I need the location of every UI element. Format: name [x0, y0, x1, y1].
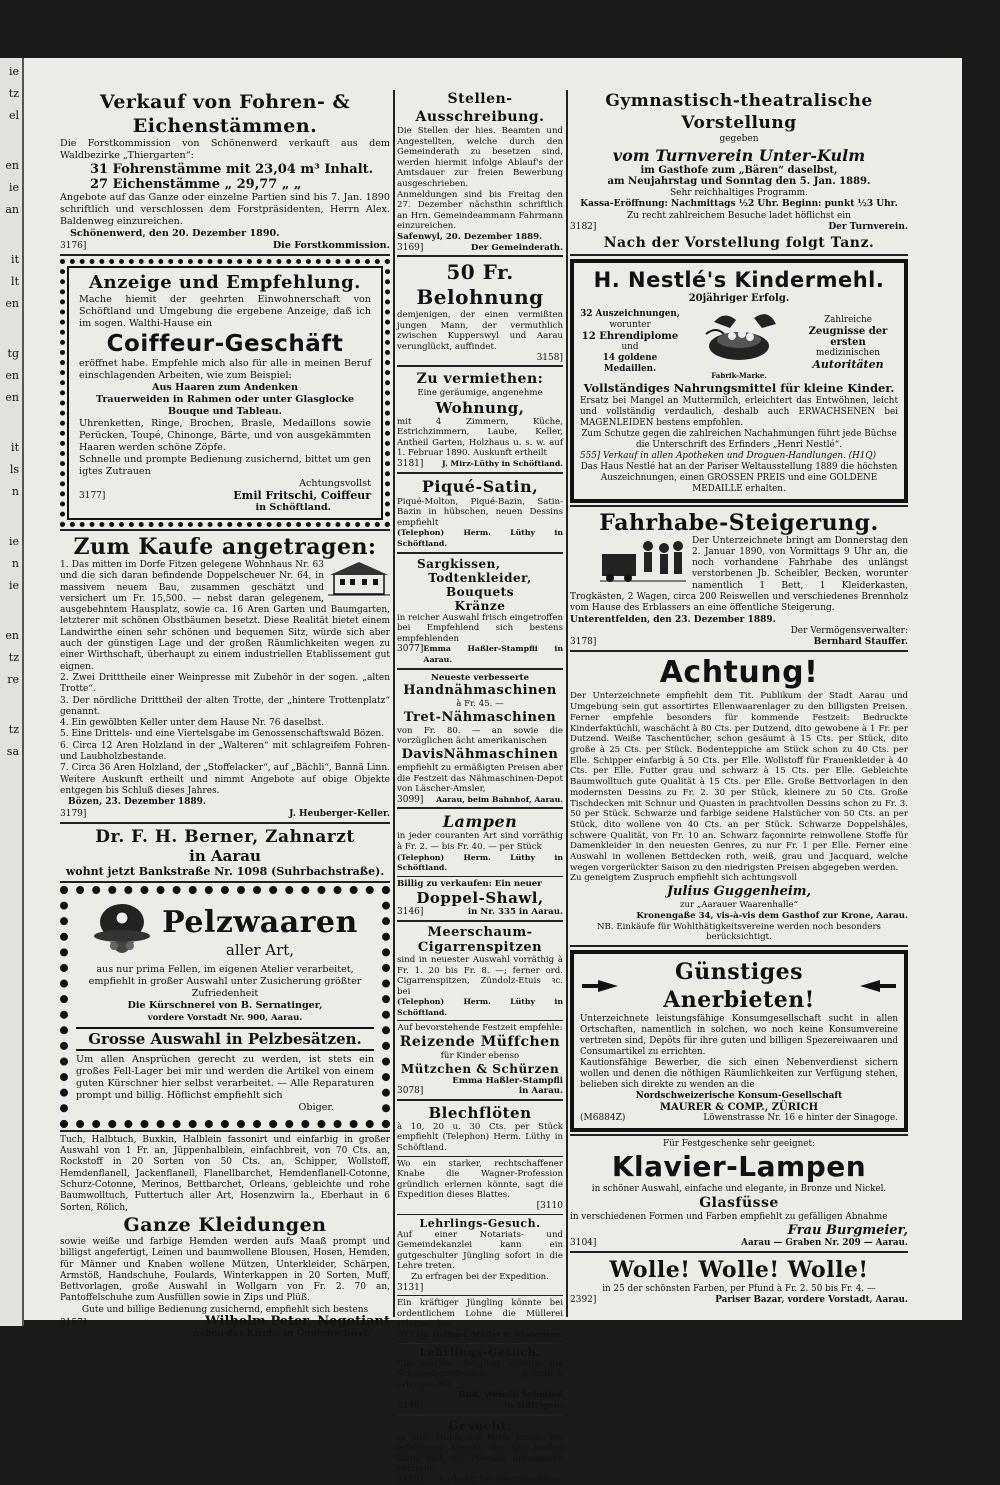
ad-line: Kränze [397, 599, 563, 613]
ad-address: Kronengaße 34, vis-à-vis dem Gasthof zur Krone, Aarau. [570, 911, 908, 922]
ad-subtitle: Eine geräumige, angenehme [397, 388, 563, 399]
ad-number: 3179] [60, 809, 86, 820]
ad-address: Löwenstrasse Nr. 16 e hinter der Sinagoge. [703, 1113, 898, 1124]
ad-line: Zu recht zahlreichem Besuche ladet höflichst ein [570, 211, 908, 223]
ad-body: Unterzeichnete leistungsfähige Konsumgesellschaft sucht in allen Ortschaften, namentlich in solchen, wo noch keine Konsumvereine vertreten sind, Depôts für ihre guten und billigen Spezereiwaaren und Consumartikel zu errichten. [580, 1014, 898, 1058]
divider [60, 1130, 390, 1132]
ad-footer: Nach der Vorstellung folgt Tanz. [570, 234, 908, 252]
column-right [570, 90, 908, 1317]
ad-number: 3169] [397, 243, 423, 254]
ad-title: Anzeige und Empfehlung. [79, 272, 371, 294]
strip-fragment: ie [0, 578, 22, 594]
ad-body: Zum Schutze gegen die zahlreichen Nachahmungen führt jede Büchse die Unterschrift des Erfinders „Henri Nestlé“. [580, 429, 898, 451]
ad-headline: Vollständiges Nahrungsmittel für kleine Kinder. [580, 381, 898, 396]
ad-lamps [397, 812, 563, 873]
divider [397, 876, 563, 877]
ad-signature-place: in Aarau. [519, 1086, 563, 1097]
divider [397, 668, 563, 670]
ad-headline: vom Turnverein Unter-Kulm [570, 146, 908, 165]
ad-trademark: Fabrik-Marke. [696, 370, 782, 381]
divider [397, 1214, 563, 1215]
ad-body: demjenigen, der einen vermißten jungen Mann, der vermuthlich zwischen Kupperswyl und Aarau verunglückt, auffindet. [397, 310, 563, 352]
ad-title: Klavier-Lampen [570, 1150, 908, 1184]
ad-signature: Wilhelm Peter, Negotiant [205, 1316, 390, 1327]
ad-title: DavisNähmaschinen [397, 747, 563, 763]
ad-consumer-society [570, 950, 908, 1132]
ad-title: Tret-Nähmaschinen [397, 710, 563, 726]
ad-number: 3176] [60, 240, 86, 252]
strip-fragment: tz [0, 650, 22, 666]
ad-body: Das Haus Nestlé hat an der Pariser Weltausstellung 1889 die höchsten Auszeichnungen, einen GROSSEN PREIS und eine GOLDENE MEDAILLE erhalten. [580, 462, 898, 495]
ad-title: Lehrlings-Gesuch. [397, 1346, 563, 1359]
ad-body: mit 4 Zimmern, Küche, Estrichzimmern, Laube, Keller, Antheil Garten, Holzhaus u. s. w. auf 1. Februar 1890. Auskunft ertheilt [397, 417, 563, 459]
ad-body: Ersatz bei Mangel an Muttermilch, erleichtert das Entwöhnen, leicht und vollständig verdaulich, deshalb auch ERWACHSENEN bei MAGENLEIDEN bestens empfohlen. [580, 396, 898, 429]
sale-item: 5. Eine Drittels- und eine Viertelsgabe im Genossenschaftswald Bözen. [60, 729, 390, 740]
ad-signature: Emma Haßler-Stampfli [397, 1076, 563, 1087]
strip-fragment: tg [0, 346, 22, 362]
ad-body: Um allen Ansprüchen gerecht zu werden, ist stets ein großes Fell-Lager bei mir und werden die Artikel von einem guten Kürschner hier selbst verarbeitet. — Alle Reparaturen prompt und billig. Höflichst empfiehlt sich [76, 1054, 374, 1102]
ad-number: [3110 [397, 1201, 563, 1212]
column-left [60, 90, 390, 1317]
ad-title: Lehrlings-Gesuch. [397, 1217, 563, 1230]
ad-body: empfiehlt zu ermäßigten Preisen aber die Festzeit das Nähmaschinen-Depot von Läscher-Amsler, [397, 763, 563, 795]
ad-title: Fahrhabe-Steigerung. [570, 510, 908, 536]
ad-place-date: Unterentfelden, den 23. Dezember 1889. [570, 615, 908, 626]
auction-illustration [600, 536, 686, 582]
ad-address: vordere Vorstadt Nr. 900, Aarau. [76, 1012, 374, 1024]
ad-body: In eine Mühle auf Mitte Januar ein erfahrener Knecht, der gut mellen kann und mit Pferden umzugehen versteht. [397, 1433, 563, 1475]
ad-number: 2392] [570, 1295, 596, 1306]
strip-fragment: an [0, 202, 22, 218]
ad-signature: in Nr. 335 in Aarau. [468, 907, 563, 918]
ad-signature: Julius Guggenheim, [570, 884, 908, 900]
ad-body: Zu erfragen bei der Expedition. [397, 1272, 563, 1283]
ad-body: in schöner Auswahl, einfache und elegante, in Bronze und Nickel. [570, 1184, 908, 1195]
column-rule [393, 90, 395, 1317]
ad-headline: Coiffeur-Geschäft [79, 330, 371, 358]
divider [397, 255, 563, 257]
ad-body: in 25 der schönsten Farben, per Pfund à Fr. 2. 50 bis Fr. 4. — [570, 1284, 908, 1295]
ad-body: in verschiedenen Formen und Farben empfiehlt zu gefälligen Abnahme [570, 1212, 908, 1223]
divider [397, 1156, 563, 1157]
ad-body: Mache hiemit der geehrten Einwohnerschaft von Schöftland und Umgebung die ergebene Anzeige, daß ich im sogen. Walthi-Hause ein [79, 294, 371, 330]
sale-item: 2. Zwei Dritttheile einer Weinpresse mit Zubehör in der sogen. „alten Trotte“. [60, 673, 390, 696]
sale-item: 3. Der nördliche Dritttheil der alten Trotte, der „hintere Trottenplatz“ genannt. [60, 696, 390, 719]
ad-number: 3077] [397, 644, 423, 665]
ad-title: Günstiges Anerbieten! [620, 958, 858, 1014]
sale-item: 6. Circa 12 Aren Holzland in der „Walteren“ mit schlagreifem Fohren- und Laubholzbestande. [60, 741, 390, 764]
ad-wool [570, 1256, 908, 1306]
ad-subtitle: gegeben [570, 134, 908, 146]
ad-number: 3131] [397, 1283, 563, 1294]
ad-line: 27 Eichenstämme „ 29,77 „ „ [60, 177, 390, 192]
ad-title: 50 Fr. Belohnung [397, 260, 563, 310]
house-illustration [328, 560, 390, 596]
divider [397, 1414, 563, 1416]
sale-item: 7. Circa 36 Aren Holzland, der „Stoffelacker“, auf „Bächli“, Bannä Linn. Weitere Auskunft ertheilt und nimmt Angebote auf obige Objekte entgegen bis Schluß dieses Jahres. [60, 763, 390, 797]
ad-title: Wolle! Wolle! Wolle! [570, 1256, 908, 1284]
ad-title: Reizende Müffchen [397, 1034, 563, 1051]
ad-line: Todtenkleider, [397, 571, 563, 585]
ad-line: Zeugnisse der ersten [798, 326, 898, 348]
ad-for-sale [60, 534, 390, 820]
ad-signature: Aarau, beim Bahnhof, Aarau. [436, 795, 563, 806]
ad-body: für Kinder ebenso [397, 1051, 563, 1062]
ad-body: Angebote auf das Ganze oder einzelne Partien sind bis 7. Jan. 1890 schriftlich und verschlossen dem Forstpräsidenten, Herrn Alex. Baldenweg einzureichen. [60, 192, 390, 228]
strip-fragment: ie [0, 180, 22, 196]
ad-banner: Grosse Auswahl in Pelzbesätzen. [76, 1027, 374, 1051]
ad-number: 3178] [570, 637, 596, 648]
ad-body: Zu geneigtem Zuspruch empfiehlt sich achtungsvoll [570, 873, 908, 884]
strip-fragment: en [0, 158, 22, 174]
sale-item: 4. Ein gewölbten Keller unter dem Hause Nr. 76 daselbst. [60, 718, 390, 729]
ad-signature: J. Holliger, Müller in Niederlenz. [424, 1330, 563, 1341]
divider [60, 822, 390, 824]
ad-body: in jeder couranten Art sind vorräthig à Fr. 2. — bis Fr. 40. — per Stück [397, 831, 563, 852]
ad-pique [397, 477, 563, 550]
ad-apartment [397, 370, 563, 470]
ad-body: Tuch, Halbtuch, Buxkin, Halblein fassonirt und einfarbig in großer Auswahl von 1 Fr. an, Jüppenhalblein, einfachbreit, von 70 Cts. an, Rockstoff in 20 Sorten von 50 Cts. an, Schipper, Wollstoff, Hemdenflanell, Jackenflanell, Flanellbarchet, Hemdenflanell-Cotonne, Schurz-Cotonne, Merinos, Bettbarchet, Orleans, gebleichte und rohe Baumwolltuch, Futtertuch aller Art, Hosenzwirn la., Eberhaut in 6 Sorten, Rölich, [60, 1135, 390, 1214]
sale-item: 1. Das mitten im Dorfe Fitzen gelegene Wohnhaus Nr. 63 und die sich daran befindende Doppelscheuer Nr. 64, in massivem neuem Bau, zusammen geschätzt und versichert um Fr. 15,500. — nebst daran gelegenem, ausgebehntem Hausplatz, sowie ca. 16 Aren Garten und Baumgarten, letzterer mit schönen Obstbäumen besetzt. Diese Realität bietet einem Landwirthe einen sehr schönen und bequemen Sitz, würde sich aber auch der günstigen Lage und der großen Räumlichkeiten wegen zu einer Wirthschaft, überhaupt zu einem industriellen Etablissement gut eignen. [60, 560, 390, 673]
ad-body: Wo ein starker, rechtschaffener Knabe die Wagner-Profession gründlich erlernen könnte, sagt die Expedition dieses Blattes. [397, 1159, 563, 1201]
ad-title: Verkauf von Fohren- & Eichenstämmen. [60, 90, 390, 138]
ad-title: Handnähmaschinen [397, 683, 563, 699]
ad-signature: Der Turnverein. [828, 222, 908, 234]
ad-number: 3148] [397, 1401, 423, 1412]
ad-muffs [397, 1023, 563, 1096]
ad-line: Aus Haaren zum Andenken [79, 382, 371, 394]
ad-title: Stellen-Ausschreibung. [397, 90, 563, 126]
ad-title: Lampen [397, 812, 563, 831]
ad-body: Gute und billige Bedienung zusichernd, empfiehlt sich bestens [60, 1305, 390, 1316]
strip-fragment: lt [0, 274, 22, 290]
ad-body: sowie weiße und farbige Hemden werden aufs Maaß prompt und billigst angefertigt, Leinen und baumwollene Blousen, Hosen, Hemden, für Männer und Knaben wollene Mützen, Unterkleider, Schärpen, Armstöß, Handschuhe, Foulards, Winterkappen in 20 Sorten, Muff, Bettvorlagen, große Auswahl in Wollgarn von Fr. 2. 70 an, Pantoffelschuhe zum Ausfüllen sowie in Zips und Plüß. [60, 1237, 390, 1305]
divider [397, 920, 563, 922]
ad-body: Anmeldungen sind bis Freitag den 27. Dezember nächsthin schriftlich an Hrn. Gemeindeammann Fahrmann einzureichen. [397, 190, 563, 232]
ad-title: Piqué-Satin, [397, 477, 563, 497]
ad-body: Die Forstkommission von Schönenwerd verkauft aus dem Waldbezirke „Thiergarten“: [60, 138, 390, 162]
ad-auction [570, 510, 908, 649]
ad-pretitle: Für Festgeschenke sehr geeignet: [570, 1139, 908, 1150]
ad-title: Meerschaum- [397, 925, 563, 940]
ad-line: worunter [580, 320, 680, 331]
ad-body: sind in neuester Auswahl vorräthig à Fr. 1. 20 bis Fr. 8. —; ferner ord. Cigarrenspitzen, Zündolz-Etuis ꝛc. bei [397, 955, 563, 997]
divider [397, 1343, 563, 1344]
ad-signature: Frau Burgmeier, [570, 1223, 908, 1238]
ad-body: in reicher Auswahl frisch eingetroffen bei Empfehlend sich bestens empfehlenden [397, 613, 563, 645]
ad-signature: Pariser Bazar, vordere Vorstadt, Aarau. [715, 1295, 908, 1306]
divider [397, 365, 563, 367]
ad-signature-place: in Schöftland. [79, 502, 371, 514]
ad-line: und [580, 342, 680, 353]
ad-note: NB. Einkäufe für Wohlthätigkeitsvereine werden noch besonders berücksichtigt. [570, 922, 908, 943]
ad-number: 3099] [397, 795, 423, 806]
ad-title: Zum Kaufe angetragen: [60, 534, 390, 560]
ad-firm: MAURER & COMP., ZÜRICH [580, 1102, 898, 1113]
ad-apprentice-wagner [397, 1159, 563, 1212]
previous-page-strip [0, 58, 24, 1326]
ad-body: Ein starker Jüngling könnte die Schmiedeprofession gründlich erlernen bei [397, 1359, 563, 1391]
ad-title: Dr. F. H. Berner, Zahnarzt [60, 827, 390, 847]
divider [570, 505, 908, 507]
strip-fragment: ls [0, 462, 22, 478]
ad-number: 3182] [570, 222, 596, 234]
ad-body: Der Unterzeichnete bringt am Donnerstag den 2. Januar 1890, von Vormittags 9 Uhr an, die noch vorhandene Fahrhabe des unlängst verstorbenen Jb. Scheibler, Becken, worunter namentlich 1 Bett, 1 Kleiderkasten, Trogkästen, 2 Wagen, circa 200 Reiswellen und verschiedenes Brennholz vom Hause des Erblassers an eine öffentliche Steigerung. [570, 536, 908, 615]
strip-fragment: el [0, 108, 22, 124]
ad-title: Pelzwaaren [162, 905, 358, 941]
ad-wanted-farmhand [397, 1419, 563, 1485]
ad-signature: (Telephon) Herm. Lüthy in Schöftland. [397, 997, 563, 1018]
ad-title: Zu vermiethen: [397, 370, 563, 388]
divider [397, 552, 563, 554]
strip-fragment: en [0, 296, 22, 312]
ad-sewing-machines [397, 673, 563, 806]
ad-wood-sale [60, 90, 390, 252]
column-rule [566, 90, 568, 1317]
ad-signature: Emil Fritschi, Coiffeur [233, 490, 371, 502]
divider [570, 254, 908, 256]
ad-apprentice-notary [397, 1217, 563, 1294]
ad-title: Gymnastisch-theatralische Vorstellung [570, 90, 908, 134]
ad-signature: Emma Haßler-Stampfli in Aarau. [423, 644, 563, 665]
strip-fragment: ie [0, 64, 22, 80]
ad-apprentice-miller [397, 1298, 563, 1340]
ad-funeral-goods [397, 557, 563, 666]
ad-line: wohnt jetzt Bankstraße Nr. 1098 (Suhrbachstraße). [60, 865, 390, 879]
divider [60, 529, 390, 531]
bird-nest-logo [696, 304, 782, 381]
ad-signature: Obiger. [76, 1102, 374, 1114]
ad-number: 3146] [397, 907, 423, 918]
column-middle [397, 90, 563, 1317]
ad-line: am Neujahrstag und Sonntag den 5. Jan. 1889. [570, 176, 908, 188]
ad-line: in Aarau [60, 847, 390, 865]
ad-place-date: Bözen, 23. Dezember 1889. [60, 797, 390, 808]
ad-line: Autoritäten [798, 359, 898, 370]
ad-body: 555] Verkauf in allen Apotheken und Droguen-Handlungen. (H1Q) [580, 451, 898, 462]
ad-line: medizinischen [798, 348, 898, 359]
ad-line: 12 Ehrendiplome [580, 331, 680, 342]
ad-number: 3177] [79, 490, 105, 502]
ad-pretitle: Neueste verbesserte [397, 673, 563, 684]
strip-fragment: en [0, 628, 22, 644]
ad-tin-flutes [397, 1104, 563, 1154]
ad-signature: Rud. Wehrli, Schmied [397, 1390, 563, 1401]
ad-number: (M6884Z) [580, 1113, 625, 1124]
ad-subtitle: 20jähriger Erfolg. [580, 293, 898, 304]
ad-title: Ganze Kleidungen [60, 1214, 390, 1237]
ad-line: 14 goldene Medaillen. [580, 353, 680, 375]
ad-place-date: Safenwyl, 20. Dezember 1889. [397, 232, 563, 243]
strip-fragment: it [0, 440, 22, 456]
divider [60, 254, 390, 256]
ad-signature-firm: zur „Aarauer Waarenhalle“ [570, 900, 908, 911]
ad-line: 32 Auszeichnungen, [580, 309, 680, 320]
strip-fragment: n [0, 484, 22, 500]
ad-address: Aarau — Graben Nr. 209 — Aarau. [741, 1238, 908, 1249]
divider [397, 1295, 563, 1296]
ad-number: 3112] [397, 1330, 423, 1341]
ad-line: Sehr reichhaltiges Programm. [570, 188, 908, 200]
fur-hat-illustration [92, 900, 152, 964]
ad-line: Sargkissen, [397, 557, 563, 571]
ad-body: Die Stellen der hies. Beamten und Angestellten, welche durch den Gemeinderath zu besetzen sind, werden hiermit infolge Ablauf's der Amtsdauer zur freien Bewerbung ausgeschrieben. [397, 126, 563, 190]
ad-body: eröffnet habe. Empfehle mich also für alle in meinen Beruf einschlagenden Arbeiten, wie zum Beispiel: [79, 358, 371, 382]
ad-body: Uhrenketten, Ringe, Brochen, Brasle, Medaillons sowie Perücken, Toupé, Chinonge, Bärte, und von ausgekämmten Haaren werden schöne Zöpfe. [79, 418, 371, 454]
pointing-hand-icon [858, 976, 898, 996]
ad-signature: (Telephon) Herm. Lüthy in Schöftland. [397, 528, 563, 549]
ad-line: Kassa-Eröffnung: Nachmittags ½2 Uhr. Beginn: punkt ½3 Uhr. [570, 199, 908, 211]
divider [570, 650, 908, 652]
ad-title: Mützchen & Schürzen [397, 1062, 563, 1076]
strip-fragment: it [0, 252, 22, 268]
strip-fragment: en [0, 368, 22, 384]
ad-body: à 10, 20 u. 30 Cts. per Stück empfiehlt (Telephon) Herm. Lüthy in Schöftland. [397, 1122, 563, 1154]
ad-place-date: Schönenwerd, den 20. Dezember 1890. [60, 228, 390, 240]
ad-number: 3158] [397, 353, 563, 364]
ad-cigar-holders [397, 925, 563, 1019]
ad-line: Zahlreiche [798, 315, 898, 326]
ad-body: Auf einer Notariats- und Gemeindekanzlei kann ein gutgeschulter Jüngling sofort in die Lehre treten. [397, 1230, 563, 1272]
ad-firm: Nordschweizerische Konsum-Gesellschaft [580, 1091, 898, 1102]
ad-dentist [60, 827, 390, 879]
ad-achtung [570, 655, 908, 942]
strip-fragment: n [0, 556, 22, 572]
ad-title: Glasfüsse [570, 1195, 908, 1212]
divider [397, 807, 563, 809]
ad-number: 3104] [570, 1238, 596, 1249]
divider [570, 1251, 908, 1253]
ad-title: Cigarrenspitzen [397, 940, 563, 955]
ad-number: 3181] [397, 459, 423, 470]
ad-signature: Der Gemeinderath. [471, 243, 563, 254]
ad-body: von Fr. 80. — an sowie die vorzüglichen ächt amerikanischen [397, 726, 563, 747]
strip-fragment: re [0, 672, 22, 688]
divider [397, 1099, 563, 1101]
ad-reward [397, 260, 563, 363]
ad-pretitle: Billig zu verkaufen: Ein neuer [397, 879, 563, 890]
ad-price: à Fr. 45. — [397, 699, 563, 710]
ad-signature: J. Mirz-Lüthy in Schöftland. [442, 459, 563, 470]
ad-signature: Die Forstkommission. [273, 240, 390, 252]
ad-line: Trauerweiden in Rahmen oder unter Glasglocke [79, 394, 371, 406]
ad-firm: Die Kürschnerei von B. Sernatinger, [76, 1000, 374, 1012]
strip-fragment: ie [0, 534, 22, 550]
ad-title: Achtung! [570, 655, 908, 691]
ad-line: im Gasthofe zum „Bären“ daselbst, [570, 165, 908, 177]
ad-number: 3159] [397, 1475, 423, 1485]
ad-signature: J. Heuberger-Keller. [289, 809, 390, 820]
ad-headline: Wohnung, [397, 399, 563, 417]
ad-coiffeur [60, 259, 390, 527]
ad-job-posting [397, 90, 563, 253]
ad-pretitle: Auf bevorstehende Festzeit empfehle: [397, 1023, 563, 1034]
ad-closing: Achtungsvollst [79, 478, 371, 490]
ad-furs [60, 886, 390, 1128]
ad-role: Der Vermögensverwalter: [570, 626, 908, 637]
strip-fragment: sa [0, 744, 22, 760]
ad-title: Doppel-Shawl, [397, 889, 563, 907]
ad-title: H. Nestlé's Kindermehl. [580, 267, 898, 293]
ad-title: Gesucht: [397, 1419, 563, 1433]
ad-signature-place: in Hüttigen. [504, 1401, 563, 1412]
ad-body: Ein kräftiger Jüngling könnte bei ordentlichem Lohne die Müllerei erlernen bei [397, 1298, 563, 1330]
ad-signature: (Telephon) Herm. Lüthy in Schöftland. [397, 853, 563, 874]
ad-signature: Auskunft bei der Expedition. [438, 1475, 563, 1485]
ad-gymnastics-show [570, 90, 908, 252]
divider [570, 1134, 908, 1136]
ad-number: 3078] [397, 1086, 423, 1097]
strip-fragment: en [0, 390, 22, 406]
pointing-hand-icon [580, 976, 620, 996]
ad-number: 3157] [60, 1318, 86, 1329]
divider [397, 1020, 563, 1021]
ad-shawl [397, 879, 563, 918]
ad-line: 31 Fohrenstämme mit 23,04 m³ Inhalt. [60, 162, 390, 177]
divider [397, 472, 563, 474]
ad-body: Schnelle und prompte Bedienung zusichernd, bittet um gen igtes Zutrauen [79, 454, 371, 478]
strip-fragment: tz [0, 722, 22, 738]
ad-signature: Bernhard Stauffer. [814, 637, 908, 648]
divider [570, 945, 908, 947]
ad-line: Bouquets [397, 585, 563, 599]
ad-apprentice-smith [397, 1346, 563, 1412]
ad-body: aus nur prima Fellen, im eigenen Atelier verarbeitet, empfiehlt in großer Auswahl unter Zusicherung größter Zufriedenheit [76, 964, 374, 1000]
ad-body: Kautionsfähige Bewerber, die sich einen Nebenverdienst sichern wollen und denen die nöthigen Räumlichkeiten zur Verfügung stehen, belieben sich direkte zu wenden an die [580, 1058, 898, 1091]
ad-piano-lamps [570, 1139, 908, 1249]
ad-subtitle: aller Art, [162, 941, 358, 959]
ad-body: Piqué-Molton, Piqué-Bazin, Satin-Bazin in hübschen, neuen Dessins empfiehlt [397, 497, 563, 529]
divider [60, 881, 390, 883]
strip-fragment: tz [0, 86, 22, 102]
ad-body: Der Unterzeichnete empfiehlt dem Tit. Publikum der Stadt Aarau und Umgebung sein gut assortirtes Ellenwaarenlager zu den billigsten Preisen. Ferner empfehle besonders für kommende Festzeit: Bedruckte Kinderfaktüchli, waschächt à 80 Cts. per Dutzend, dito gewobene à 1 Fr. per Dutzend. Weiße Taschentücher, schon gesäumt à 15 Cts. per Stück, dito große à 25 Cts. per Stück. Bodenteppiche am Stück schon zu 40 Cts. per Elle. Schipper einfarbig à 50 Cts. per Elle. Wollstoff für Frauenkleider à 40 Cts. per Elle. Futter grau und schwarz à 15 Cts. per Elle. Gebleichte Baumwolltuch gute Qualität à 15 Cts. per Elle. Große Bettvorlagen in den modernsten Dessins zu Fr. 2. 30 per Stück, kleinere zu 50 Cts. Große Tischdecken mit Schnur und Quasten in prachtvollen Dessins schon zu Fr. 3. 50 per Stück. Schwarze und farbige seidene Halstücher von 50 Cts. an per Stück, dito wollene von 40 Cts. an per Stück. Schwarze Doppelshâles, schwere Qualität, von Fr. 10 an. Schwarz façonnirte reinwollene Stoffe für Damenkleider in den neuesten Genres, zu nur Fr. 1 per Elle. Ferner eine Auswahl in wollenen Bettdecken roth, weiß, grau und Jacquard, welche wegen vorgerückter Saison zu den niedrigsten Preisen abgegeben werden. [570, 691, 908, 873]
ad-textiles [60, 1135, 390, 1341]
ad-title: Blechflöten [397, 1104, 563, 1122]
ad-nestle [570, 259, 908, 503]
ad-line: Bouque und Tableau. [79, 406, 371, 418]
ad-signature-place: neben der Kirche in Gontenschwyl. [60, 1329, 390, 1340]
